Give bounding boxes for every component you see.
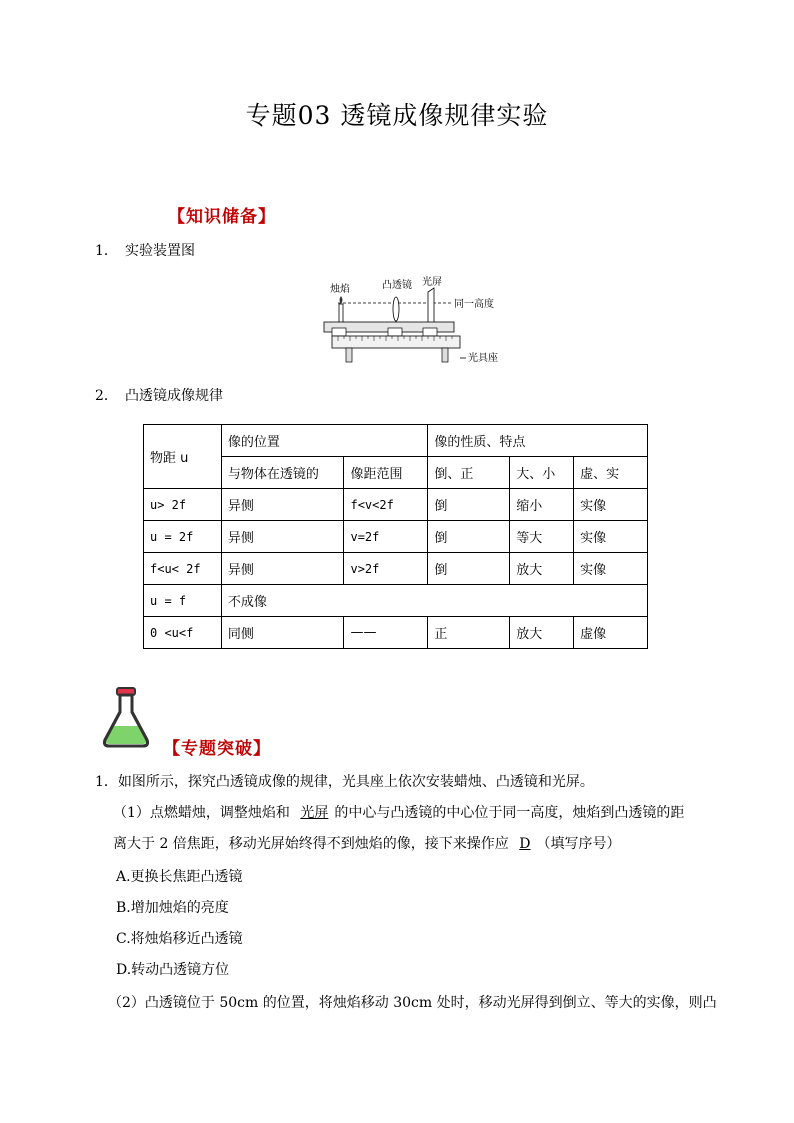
bench-leg-right (442, 348, 448, 362)
table-cell: u> 2f (144, 489, 222, 521)
table-cell: —— (344, 617, 428, 649)
item-text: 凸透镜成像规律 (125, 388, 223, 404)
label-candle: 烛焰 (330, 284, 350, 295)
label-same-height: 同一高度 (454, 299, 494, 310)
candle (339, 304, 343, 324)
item-text: 实验装置图 (125, 243, 195, 259)
question-text: （填写序号） (536, 836, 621, 852)
item-number: 2． (95, 388, 118, 404)
option-b: B.增加烛焰的亮度 (116, 900, 229, 916)
table-cell: 倒 (428, 553, 510, 585)
header-object-distance: 物距 u (144, 425, 222, 489)
apparatus-diagram (318, 272, 508, 372)
table-cell: 正 (428, 617, 510, 649)
subheader-side: 与物体在透镜的 (221, 457, 344, 489)
answer-blank-1: 光屏 (300, 805, 329, 821)
table-cell: 不成像 (221, 585, 647, 617)
header-image-nature: 像的性质、特点 (428, 425, 648, 457)
table-cell: 放大 (510, 553, 574, 585)
table-cell: v>2f (344, 553, 428, 585)
subheader-size: 大、小 (510, 457, 574, 489)
option-a: A.更换长焦距凸透镜 (116, 869, 243, 885)
table-cell: 虚像 (574, 617, 648, 649)
screen-icon (428, 288, 434, 326)
page-title: 专题03 透镜成像规律实验 (245, 101, 549, 130)
table-cell: f<v<2f (344, 489, 428, 521)
label-optical-bench: 光具座 (468, 353, 498, 364)
slider-candle (332, 328, 346, 336)
question-text: 的中心与凸透镜的中心位于同一高度，烛焰到凸透镜的距 (334, 805, 685, 821)
table-row (144, 521, 648, 553)
table-cell: 实像 (574, 553, 648, 585)
table-cell: 倒 (428, 489, 510, 521)
header-image-position: 像的位置 (221, 425, 428, 457)
table-cell: 放大 (510, 617, 574, 649)
table-cell: u = f (144, 585, 222, 617)
table-cell: 0 <u<f (144, 617, 222, 649)
question-part1-line2 (113, 829, 713, 860)
subheader-image-distance: 像距范围 (344, 457, 428, 489)
label-lens: 凸透镜 (382, 280, 412, 291)
table-cell: 异侧 (221, 553, 344, 585)
lens-icon (393, 297, 399, 321)
bench-ruler (332, 336, 460, 348)
table-cell: f<u< 2f (144, 553, 222, 585)
question-text: 离大于 2 倍焦距，移动光屏始终得不到烛焰的像，接下来操作应 (113, 836, 514, 852)
question-part2: （2）凸透镜位于 50cm 的位置，将烛焰移动 30cm 处时，移动光屏得到倒立、等大的实像，则凸 (108, 995, 717, 1011)
table-cell: 等大 (510, 521, 574, 553)
item-number: 1． (95, 243, 118, 259)
answer-blank-2: D (519, 836, 531, 852)
slider-lens (388, 328, 402, 336)
table-cell: 缩小 (510, 489, 574, 521)
table-cell: 同侧 (221, 617, 344, 649)
flask-icon (100, 686, 152, 750)
question-stem: 1．如图所示，探究凸透镜成像的规律，光具座上依次安装蜡烛、凸透镜和光屏。 (95, 774, 594, 790)
subheader-orientation: 倒、正 (428, 457, 510, 489)
table-row (144, 553, 648, 585)
question-part1-line1 (113, 798, 713, 829)
table-cell: u = 2f (144, 521, 222, 553)
label-screen: 光屏 (422, 277, 442, 288)
item-lens-rules (95, 385, 223, 405)
item-apparatus (95, 240, 195, 260)
table-row (144, 617, 648, 649)
option-d: D.转动凸透镜方位 (116, 962, 230, 978)
table-cell: 倒 (428, 521, 510, 553)
table-cell: 实像 (574, 489, 648, 521)
lens-imaging-table (143, 424, 648, 649)
question-text: （1）点燃蜡烛，调整烛焰和 (113, 805, 295, 821)
breakthrough-section-header: 【专题突破】 (163, 739, 271, 759)
table-row (144, 585, 648, 617)
table-cell: 实像 (574, 521, 648, 553)
table-row (144, 489, 648, 521)
table-cell: 异侧 (221, 489, 344, 521)
slider-screen (423, 328, 437, 336)
subheader-real-virtual: 虚、实 (574, 457, 648, 489)
table-header-row (144, 425, 648, 457)
option-c: C.将烛焰移近凸透镜 (116, 931, 243, 947)
bench-leg-left (346, 348, 352, 362)
table-cell: 异侧 (221, 521, 344, 553)
table-cell: v=2f (344, 521, 428, 553)
knowledge-section-header: 【知识储备】 (168, 207, 276, 227)
